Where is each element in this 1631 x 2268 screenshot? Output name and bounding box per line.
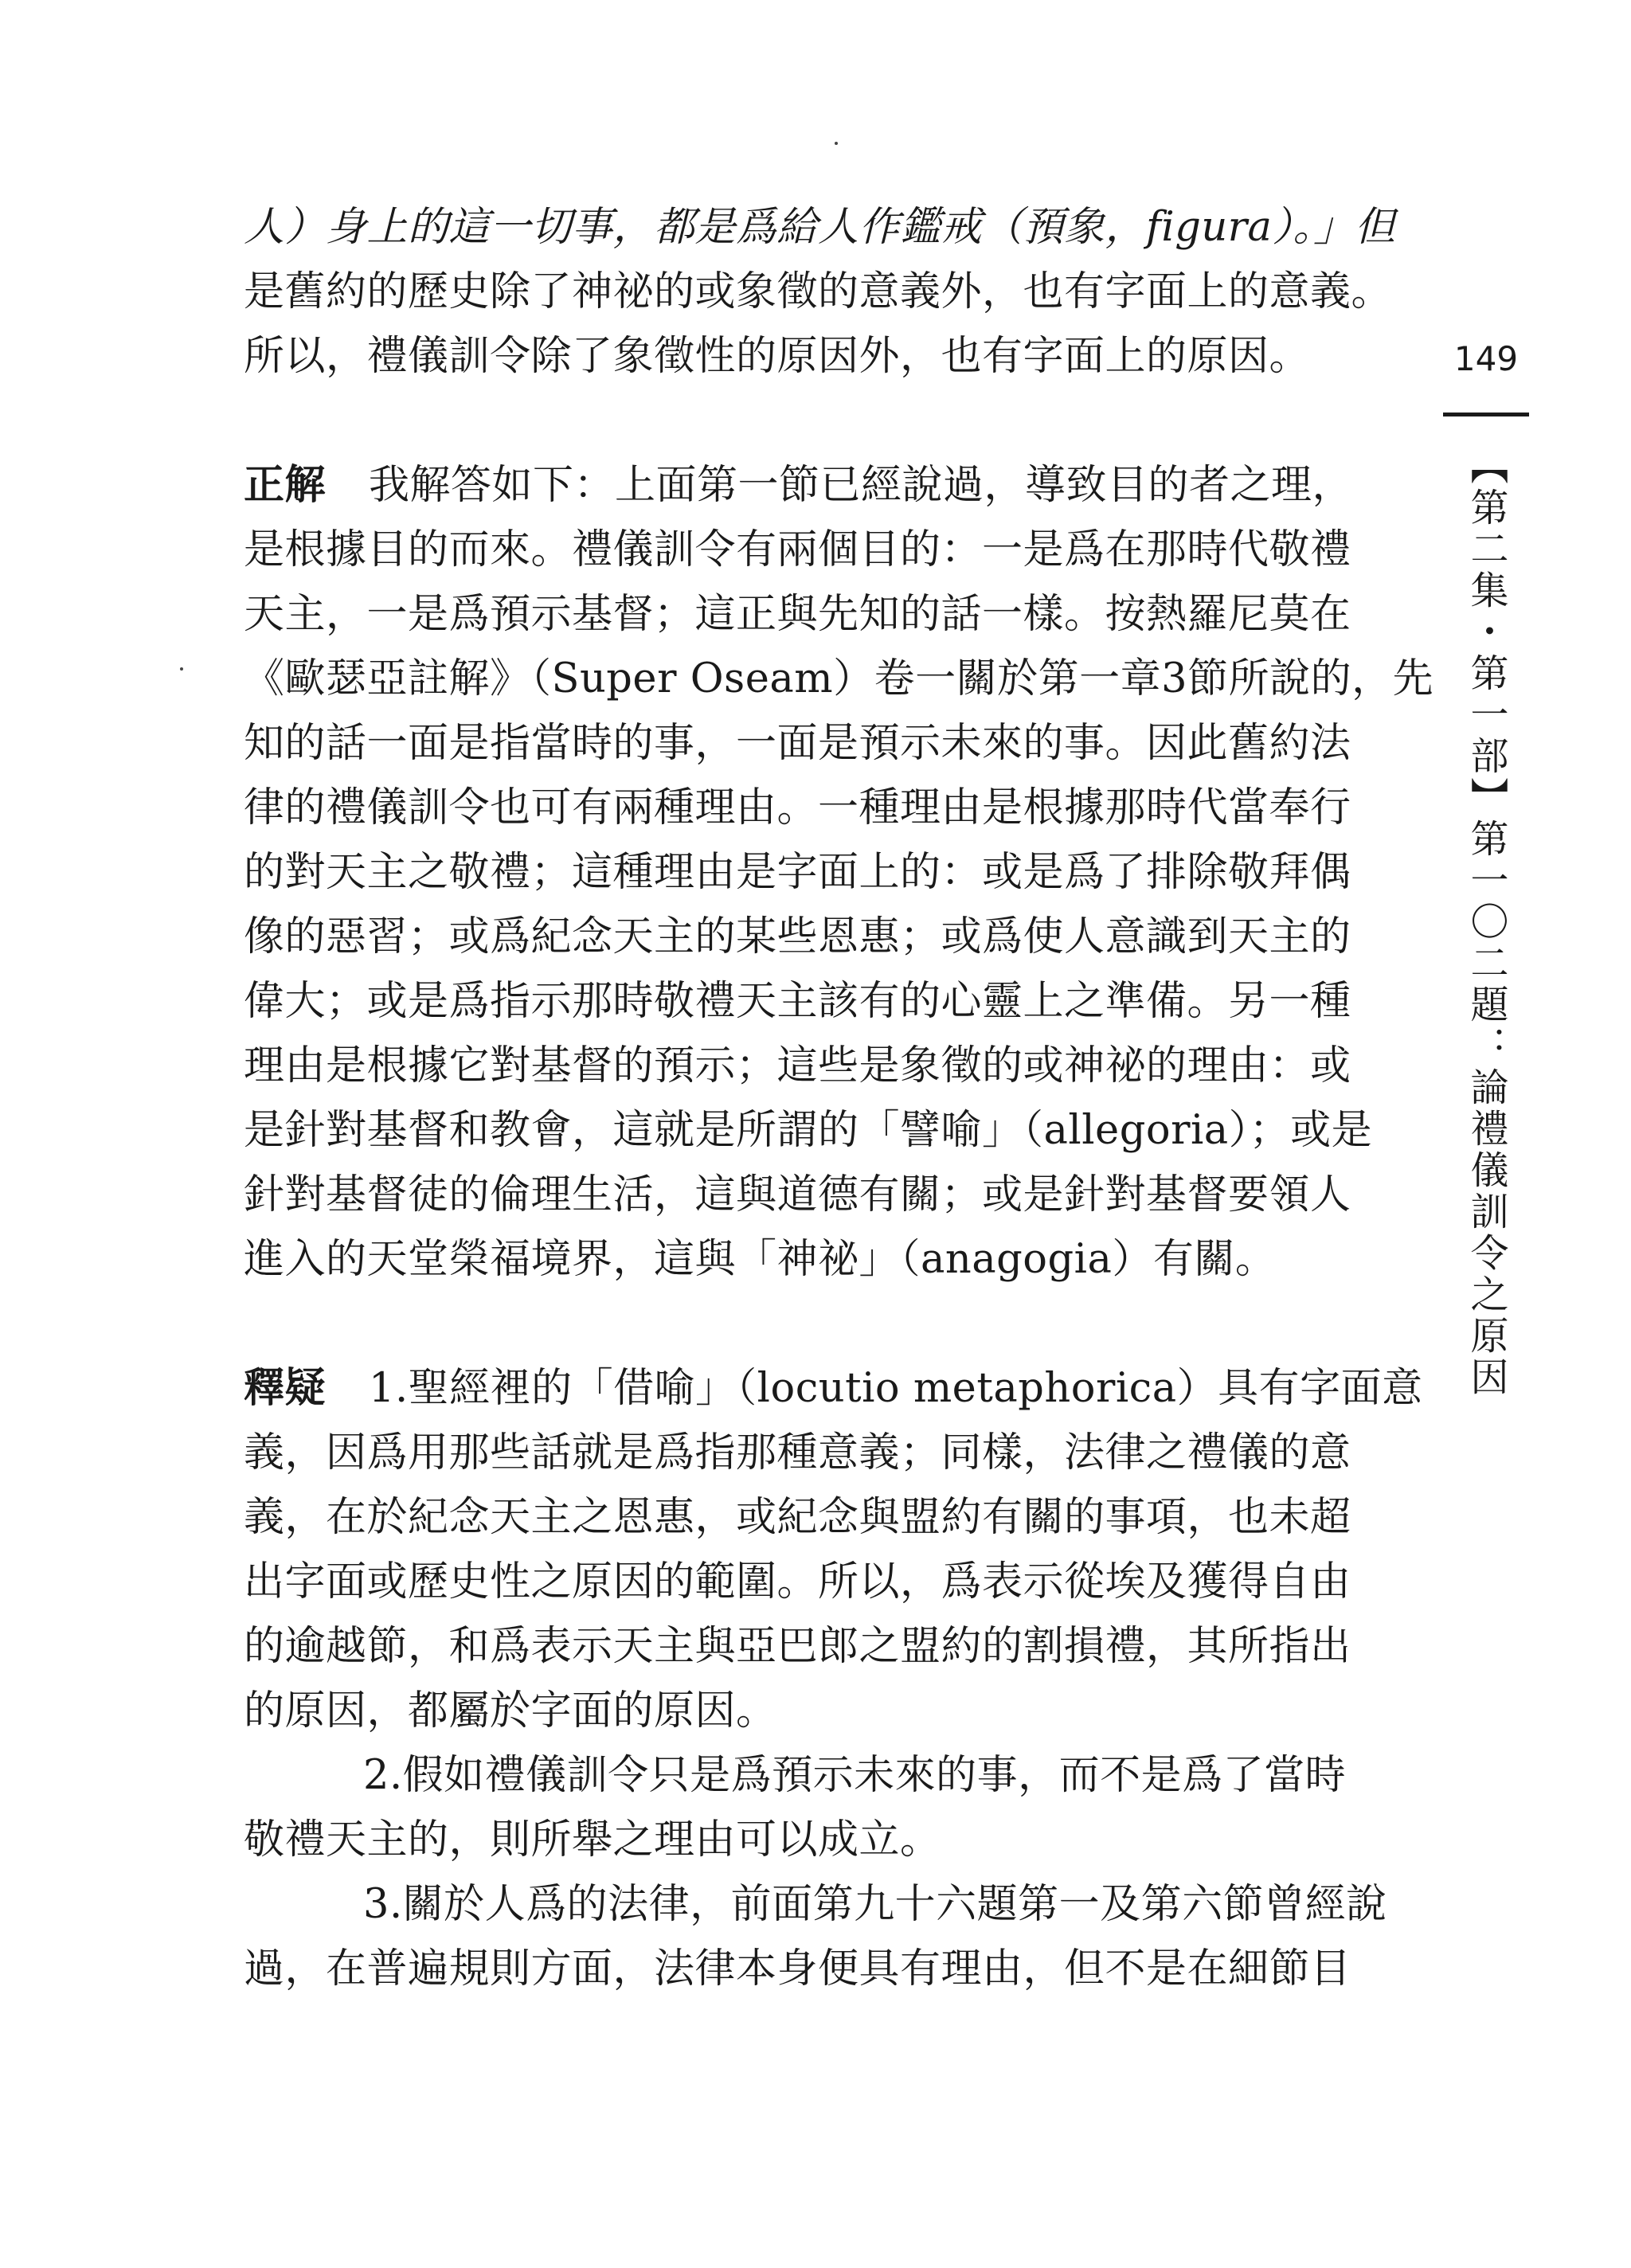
replies-label: 釋疑 (244, 1365, 327, 1412)
text-line: 律的禮儀訓令也可有兩種理由。一種理由是根據那時代當奉行 (244, 784, 1351, 831)
text-line: 所以，禮儀訓令除了象徵性的原因外，也有字面上的原因。 (244, 333, 1311, 380)
text-line: 義，在於紀念天主之恩惠，或紀念與盟約有關的事項，也未超 (244, 1494, 1351, 1541)
text-line: 偉大；或是爲指示那時敬禮天主該有的心靈上之準備。另一種 (244, 978, 1351, 1025)
text-line: 針對基督徒的倫理生活，這與道德有關；或是針對基督要領人 (244, 1171, 1351, 1218)
text-line: 像的惡習；或爲紀念天主的某些恩惠；或爲使人意識到天主的 (244, 913, 1351, 960)
scan-speck (835, 142, 838, 145)
page-number: 149 (1453, 339, 1519, 378)
text-line: 的逾越節，和爲表示天主與亞巴郎之盟約的割損禮，其所指出 (244, 1623, 1351, 1670)
text-line: 是根據目的而來。禮儀訓令有兩個目的：一是爲在那時代敬禮 (244, 526, 1351, 573)
text-line: 3.關於人爲的法律，前面第九十六題第一及第六節曾經說 (363, 1881, 1387, 1928)
text-line: 2.假如禮儀訓令只是爲預示未來的事，而不是爲了當時 (363, 1752, 1347, 1799)
text-line: 天主，一是爲預示基督；這正與先知的話一樣。按熱羅尼莫在 (244, 591, 1351, 638)
paragraph-gap (244, 1292, 1406, 1356)
answer-label: 正解 (244, 462, 327, 509)
running-header: 【第二集・第一部】第一〇二題：論禮儀訓令之原因 (1464, 446, 1508, 1398)
text-line: 知的話一面是指當時的事，一面是預示未來的事。因此舊約法 (244, 720, 1351, 767)
paragraph-gap (244, 389, 1406, 453)
text-line: 人）身上的這一切事，都是爲給人作鑑戒（預象，figura）。」但 (244, 204, 1396, 251)
reply-first-line (244, 1356, 1423, 1421)
text-line: 理由是根據它對基督的預示；這些是象徵的或神祕的理由：或 (244, 1042, 1351, 1089)
header-rule (1443, 413, 1529, 416)
text-line: 我解答如下：上面第一節已經說過，導致目的者之理， (369, 462, 1354, 509)
text-line: 出字面或歷史性之原因的範圍。所以，爲表示從埃及獲得自由 (244, 1558, 1351, 1605)
text-line: 的對天主之敬禮；這種理由是字面上的：或是爲了排除敬拜偶 (244, 849, 1351, 896)
text-line: 1.聖經裡的「借喻」（locutio metaphorica）具有字面意 (369, 1365, 1423, 1412)
text-line: 過，在普遍規則方面，法律本身便具有理由，但不是在細節目 (244, 1945, 1351, 1992)
text-line: 進入的天堂榮福境界，這與「神祕」（anagogia）有關。 (244, 1236, 1277, 1283)
text-line: 是針對基督和教會，這就是所謂的「譬喻」（allegoria）；或是 (244, 1107, 1373, 1154)
answer-first-line (244, 453, 1406, 518)
scan-speck (180, 667, 183, 671)
text-line: 義，因爲用那些話就是爲指那種意義；同樣，法律之禮儀的意 (244, 1429, 1351, 1476)
body-text (244, 195, 1434, 2001)
text-line: 《歐瑟亞註解》（Super Oseam）卷一關於第一章3節所說的，先 (244, 655, 1434, 702)
text-line: 的原因，都屬於字面的原因。 (244, 1687, 777, 1734)
text-line: 敬禮天主的，則所舉之理由可以成立。 (244, 1816, 941, 1863)
text-line: 是舊約的歷史除了神祕的或象徵的意義外，也有字面上的意義。 (244, 268, 1393, 315)
